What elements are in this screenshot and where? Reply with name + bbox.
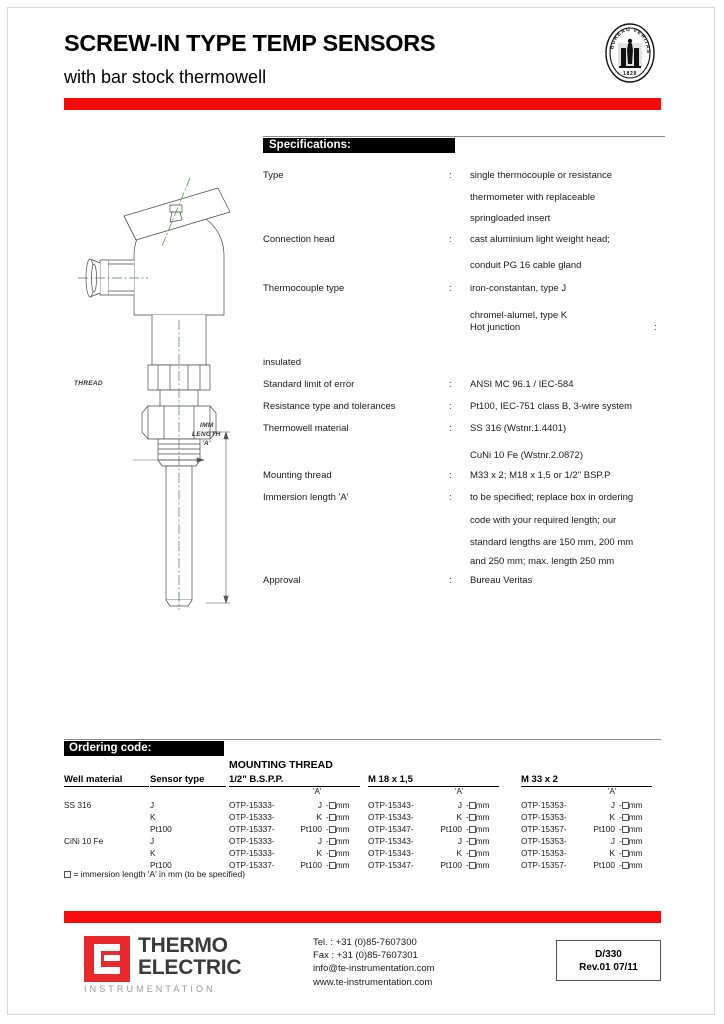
col-header-thread-bspp: 1/2" B.S.P.P. — [229, 774, 284, 785]
accent-bar-bottom — [64, 911, 661, 923]
ordering-dash: - — [619, 836, 622, 846]
ordering-cell-code-sensor-type: K — [316, 848, 322, 858]
col-underline-thread-m18 — [368, 786, 499, 787]
contact-email[interactable]: info@te-instrumentation.com — [313, 963, 435, 975]
ordering-cell-part-code: OTP-15357- — [521, 824, 567, 834]
drawing-label-imm-3: 'A' — [202, 440, 211, 447]
ordering-cell-code-sensor-type: J — [610, 836, 615, 846]
a-mark-m33: 'A' — [608, 787, 617, 796]
ordering-dash: - — [619, 848, 622, 858]
ordering-cell-well-material: SS 316 — [64, 800, 92, 810]
ordering-dash: - — [619, 860, 622, 870]
col-header-well-material: Well material — [64, 774, 123, 785]
contact-fax: Fax : +31 (0)85-7607301 — [313, 950, 418, 962]
ordering-unit-mm: mm — [628, 836, 643, 846]
ordering-cell-code-sensor-type: J — [610, 800, 615, 810]
ordering-cell-code-sensor-type: K — [609, 848, 615, 858]
thermo-electric-logo-icon — [84, 936, 130, 982]
spec-colon-13: : — [449, 470, 452, 481]
spec-value-hot-junction: Hot junction — [470, 322, 521, 333]
col-underline-well-material — [64, 786, 149, 787]
ordering-cell-part-code: OTP-15333- — [229, 800, 275, 810]
ordering-unit-mm: mm — [335, 812, 350, 822]
spec-label-approval: Approval — [263, 575, 301, 586]
ordering-cell-sensor-type: Pt100 — [150, 860, 172, 870]
ordering-top-rule — [64, 739, 661, 740]
document-code: D/330 — [595, 949, 622, 960]
page-subtitle: with bar stock thermowell — [64, 67, 267, 87]
ordering-dash: - — [326, 860, 329, 870]
ordering-unit-mm: mm — [628, 848, 643, 858]
spec-colon-hot-junction: : — [654, 322, 657, 333]
ordering-cell-part-code: OTP-15357- — [521, 860, 567, 870]
spec-value-immersion-length-4: and 250 mm; max. length 250 mm — [470, 556, 615, 567]
spec-colon-3: : — [449, 234, 452, 245]
ordering-cell-code-sensor-type: J — [317, 800, 322, 810]
bureau-veritas-seal-icon — [604, 22, 656, 84]
ordering-dash: - — [466, 800, 469, 810]
ordering-cell-part-code: OTP-15337- — [229, 824, 275, 834]
ordering-dash: - — [326, 824, 329, 834]
col-header-sensor-type: Sensor type — [150, 774, 205, 785]
col-underline-thread-bspp — [229, 786, 360, 787]
drawing-label-thread: THREAD — [74, 380, 103, 387]
ordering-cell-well-material: CiNi 10 Fe — [64, 836, 104, 846]
spec-label-type: Type — [263, 170, 284, 181]
ordering-unit-mm: mm — [628, 824, 643, 834]
spec-value-type-1: single thermocouple or resistance — [470, 170, 613, 181]
spec-value-approval: Bureau Veritas — [470, 575, 533, 586]
ordering-cell-immersion-length[interactable] — [619, 824, 643, 834]
svg-text:BUREAU VERITAS: BUREAU VERITAS — [609, 26, 652, 55]
ordering-cell-code-sensor-type: K — [456, 812, 462, 822]
immersion-length-box-icon[interactable] — [622, 814, 629, 821]
document-reference-box — [556, 940, 661, 981]
ordering-cell-part-code: OTP-15347- — [368, 860, 414, 870]
ordering-cell-code-sensor-type: J — [317, 836, 322, 846]
ordering-unit-mm: mm — [475, 812, 490, 822]
ordering-dash: - — [466, 848, 469, 858]
logo-wordmark-line2: ELECTRIC — [138, 956, 242, 979]
ordering-unit-mm: mm — [335, 824, 350, 834]
ordering-legend — [64, 869, 245, 879]
spec-value-type-3: springloaded insert — [470, 213, 551, 224]
ordering-dash: - — [466, 812, 469, 822]
ordering-cell-immersion-length[interactable] — [619, 848, 643, 858]
ordering-unit-mm: mm — [475, 800, 490, 810]
specifications-heading — [263, 138, 455, 153]
spec-value-standard-limit-of-error: ANSI MC 96.1 / IEC-584 — [470, 379, 574, 390]
ordering-cell-code-sensor-type: Pt100 — [300, 860, 322, 870]
spec-value-thermowell-material-2: CuNi 10 Fe (Wstnr.2.0872) — [470, 450, 583, 461]
ordering-cell-part-code: OTP-15353- — [521, 800, 567, 810]
spec-value-type-2: thermometer with replaceable — [470, 192, 596, 203]
spec-value-thermowell-material-1: SS 316 (Wstnr.1.4401) — [470, 423, 567, 434]
ordering-cell-part-code: OTP-15353- — [521, 836, 567, 846]
ordering-cell-sensor-type: J — [150, 836, 155, 846]
page-title: SCREW-IN TYPE TEMP SENSORS — [64, 30, 436, 56]
immersion-length-box-icon[interactable] — [622, 862, 629, 869]
document-revision: Rev.01 07/11 — [579, 962, 638, 973]
spec-colon-9: : — [449, 379, 452, 390]
ordering-dash: - — [326, 848, 329, 858]
immersion-length-box-icon — [64, 871, 71, 878]
ordering-cell-immersion-length[interactable] — [619, 860, 643, 870]
immersion-length-box-icon[interactable] — [622, 850, 629, 857]
immersion-length-box-icon[interactable] — [622, 838, 629, 845]
logo-bar-bottom — [94, 967, 120, 974]
ordering-unit-mm: mm — [475, 860, 490, 870]
ordering-cell-part-code: OTP-15333- — [229, 848, 275, 858]
spec-colon-14: : — [449, 492, 452, 503]
ordering-dash: - — [326, 836, 329, 846]
ordering-unit-mm: mm — [475, 848, 490, 858]
col-underline-sensor-type — [150, 786, 226, 787]
immersion-length-box-icon[interactable] — [622, 826, 629, 833]
ordering-cell-part-code: OTP-15353- — [521, 848, 567, 858]
ordering-unit-mm: mm — [335, 800, 350, 810]
spec-value-immersion-length-1: to be specified; replace box in ordering — [470, 492, 634, 503]
spec-value-connection-head-1: cast aluminium light weight head; — [470, 234, 610, 245]
ordering-unit-mm: mm — [628, 800, 643, 810]
spec-label-mounting-thread: Mounting thread — [263, 470, 332, 481]
ordering-unit-mm: mm — [475, 824, 490, 834]
ordering-cell-code-sensor-type: Pt100 — [593, 860, 615, 870]
ordering-dash: - — [466, 836, 469, 846]
spec-value-immersion-length-3: standard lengths are 150 mm, 200 mm — [470, 537, 634, 548]
ordering-unit-mm: mm — [475, 836, 490, 846]
ordering-dash: - — [619, 824, 622, 834]
ordering-cell-immersion-length[interactable] — [619, 800, 643, 810]
spec-colon-5: : — [449, 283, 452, 294]
spec-colon-10: : — [449, 401, 452, 412]
ordering-cell-part-code: OTP-15333- — [229, 812, 275, 822]
spec-colon-11: : — [449, 423, 452, 434]
drawing-label-imm-1: IMM — [200, 422, 214, 429]
spec-value-immersion-length-2: code with your required length; our — [470, 515, 617, 526]
a-mark-m18: 'A' — [455, 787, 464, 796]
ordering-dash: - — [466, 860, 469, 870]
col-underline-thread-m33 — [521, 786, 652, 787]
ordering-cell-immersion-length[interactable] — [619, 812, 643, 822]
contact-block — [313, 936, 435, 989]
ordering-cell-part-code: OTP-15353- — [521, 812, 567, 822]
ordering-unit-mm: mm — [335, 848, 350, 858]
spec-colon-0: : — [449, 170, 452, 181]
ordering-cell-code-sensor-type: J — [457, 836, 462, 846]
ordering-dash: - — [466, 824, 469, 834]
ordering-cell-code-sensor-type: K — [609, 812, 615, 822]
ordering-unit-mm: mm — [335, 860, 350, 870]
ordering-dash: - — [326, 800, 329, 810]
specifications-top-rule — [263, 136, 665, 137]
ordering-unit-mm: mm — [335, 836, 350, 846]
col-header-thread-m33: M 33 x 2 — [521, 774, 558, 785]
specifications-heading-label: Specifications: — [269, 139, 351, 151]
spec-label-standard-limit-of-error: Standard limit of error — [263, 379, 355, 390]
logo-bar-middle — [104, 955, 120, 961]
ordering-cell-code-sensor-type: K — [316, 812, 322, 822]
ordering-dash: - — [619, 812, 622, 822]
spec-value-connection-head-2: conduit PG 16 cable gland — [470, 260, 582, 271]
spec-label-immersion-length: Immersion length 'A' — [263, 492, 349, 503]
accent-bar-top — [64, 98, 661, 110]
contact-tel: Tel. : +31 (0)85-7607300 — [313, 937, 417, 948]
spec-label-insulated: insulated — [263, 357, 302, 368]
ordering-cell-part-code: OTP-15343- — [368, 836, 414, 846]
ordering-cell-part-code: OTP-15343- — [368, 800, 414, 810]
ordering-dash: - — [326, 812, 329, 822]
contact-website[interactable]: www.te-instrumentation.com — [313, 976, 433, 988]
drawing-label-imm-2: LENGTH — [192, 431, 221, 438]
logo-wordmark-line1: THERMO — [138, 934, 228, 957]
ordering-cell-sensor-type: J — [150, 800, 155, 810]
ordering-cell-part-code: OTP-15347- — [368, 824, 414, 834]
a-mark-bspp: 'A' — [313, 787, 322, 796]
product-technical-drawing — [74, 160, 248, 610]
ordering-unit-mm: mm — [628, 812, 643, 822]
spec-value-resistance-type: Pt100, IEC-751 class B, 3-wire system — [470, 401, 633, 412]
ordering-cell-code-sensor-type: Pt100 — [440, 860, 462, 870]
col-header-thread-m18: M 18 x 1,5 — [368, 774, 413, 785]
ordering-cell-sensor-type: K — [150, 812, 156, 822]
spec-value-mounting-thread: M33 x 2; M18 x 1,5 or 1/2" BSP.P — [470, 470, 611, 481]
ordering-cell-part-code: OTP-15333- — [229, 836, 275, 846]
ordering-cell-part-code: OTP-15337- — [229, 860, 275, 870]
immersion-length-box-icon[interactable] — [622, 802, 629, 809]
ordering-legend-text: = immersion length 'A' in mm (to be specified) — [73, 869, 246, 879]
ordering-cell-code-sensor-type: K — [456, 848, 462, 858]
ordering-heading — [64, 741, 224, 756]
ordering-mounting-thread-label: MOUNTING THREAD — [229, 759, 333, 771]
spec-label-resistance-type: Resistance type and tolerances — [263, 401, 396, 412]
spec-value-thermocouple-type-2: chromel-alumel, type K — [470, 310, 568, 321]
ordering-cell-sensor-type: Pt100 — [150, 824, 172, 834]
logo-tagline: INSTRUMENTATION — [84, 984, 216, 994]
ordering-cell-code-sensor-type: J — [457, 800, 462, 810]
ordering-unit-mm: mm — [628, 860, 643, 870]
ordering-cell-code-sensor-type: Pt100 — [440, 824, 462, 834]
ordering-cell-immersion-length[interactable] — [619, 836, 643, 846]
ordering-cell-code-sensor-type: Pt100 — [593, 824, 615, 834]
ordering-cell-part-code: OTP-15343- — [368, 848, 414, 858]
ordering-cell-sensor-type: K — [150, 848, 156, 858]
spec-label-thermocouple-type: Thermocouple type — [263, 283, 345, 294]
spec-label-thermowell-material: Thermowell material — [263, 423, 349, 434]
ordering-cell-part-code: OTP-15343- — [368, 812, 414, 822]
spec-value-thermocouple-type-1: iron-constantan, type J — [470, 283, 567, 294]
ordering-heading-label: Ordering code: — [69, 742, 152, 754]
ordering-dash: - — [619, 800, 622, 810]
spec-colon-18: : — [449, 575, 452, 586]
ordering-cell-code-sensor-type: Pt100 — [300, 824, 322, 834]
svg-text:1828: 1828 — [623, 71, 637, 77]
spec-label-connection-head: Connection head — [263, 234, 335, 245]
